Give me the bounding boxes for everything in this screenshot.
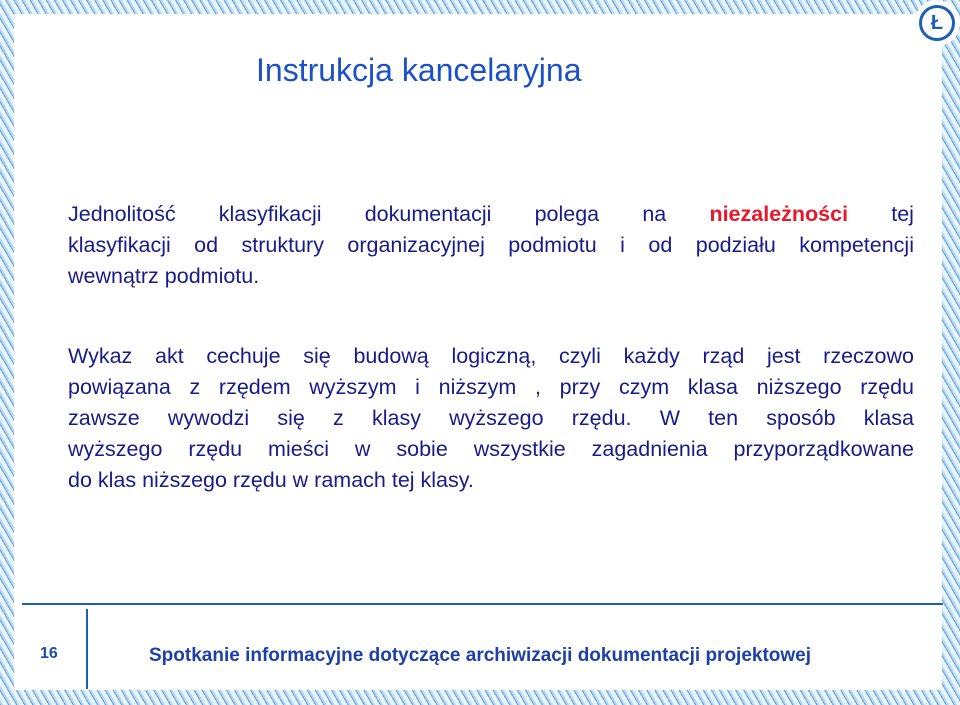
page-number: 16 <box>40 645 58 662</box>
paragraph1-line3: wewnątrz podmiotu. <box>68 264 260 288</box>
paragraph2-line3: zawsze wywodzi się z klasy wyższego rzędu. W ten sposób klasa <box>68 406 914 430</box>
highlighted-term: niezależności <box>709 202 849 226</box>
word: klasyfikacji <box>218 202 322 226</box>
footer-caption: Spotkanie informacyjne dotyczące archiwizacji dokumentacji projektowej <box>149 645 812 666</box>
university-logo-icon: Ł <box>919 5 955 41</box>
paragraph-file-list <box>68 341 914 496</box>
slide-title: Instrukcja kancelaryjna <box>256 52 582 88</box>
footer-divider <box>22 603 943 605</box>
word: tej <box>891 202 914 226</box>
paragraph2-line4: wyższego rzędu mieści w sobie wszystkie zagadnienia przyporządkowane <box>68 437 914 461</box>
word: na <box>642 202 667 226</box>
word: polega <box>534 202 600 226</box>
paragraph2-line2: powiązana z rzędem wyższym i niższym , przy czym klasa niższego rzędu <box>68 375 914 399</box>
paragraph-classification <box>68 199 914 292</box>
footer-vertical-divider <box>86 609 88 689</box>
paragraph2-line1: Wykaz akt cechuje się budową logiczną, czyli każdy rząd jest rzeczowo <box>68 344 914 368</box>
word: dokumentacji <box>364 202 492 226</box>
paragraph1-line2: klasyfikacji od struktury organizacyjnej podmiotu i od podziału kompetencji <box>68 233 914 257</box>
word: Jednolitość <box>68 202 176 226</box>
paragraph2-line5: do klas niższego rzędu w ramach tej klasy. <box>68 468 474 492</box>
paragraph1-line1 <box>68 199 914 230</box>
